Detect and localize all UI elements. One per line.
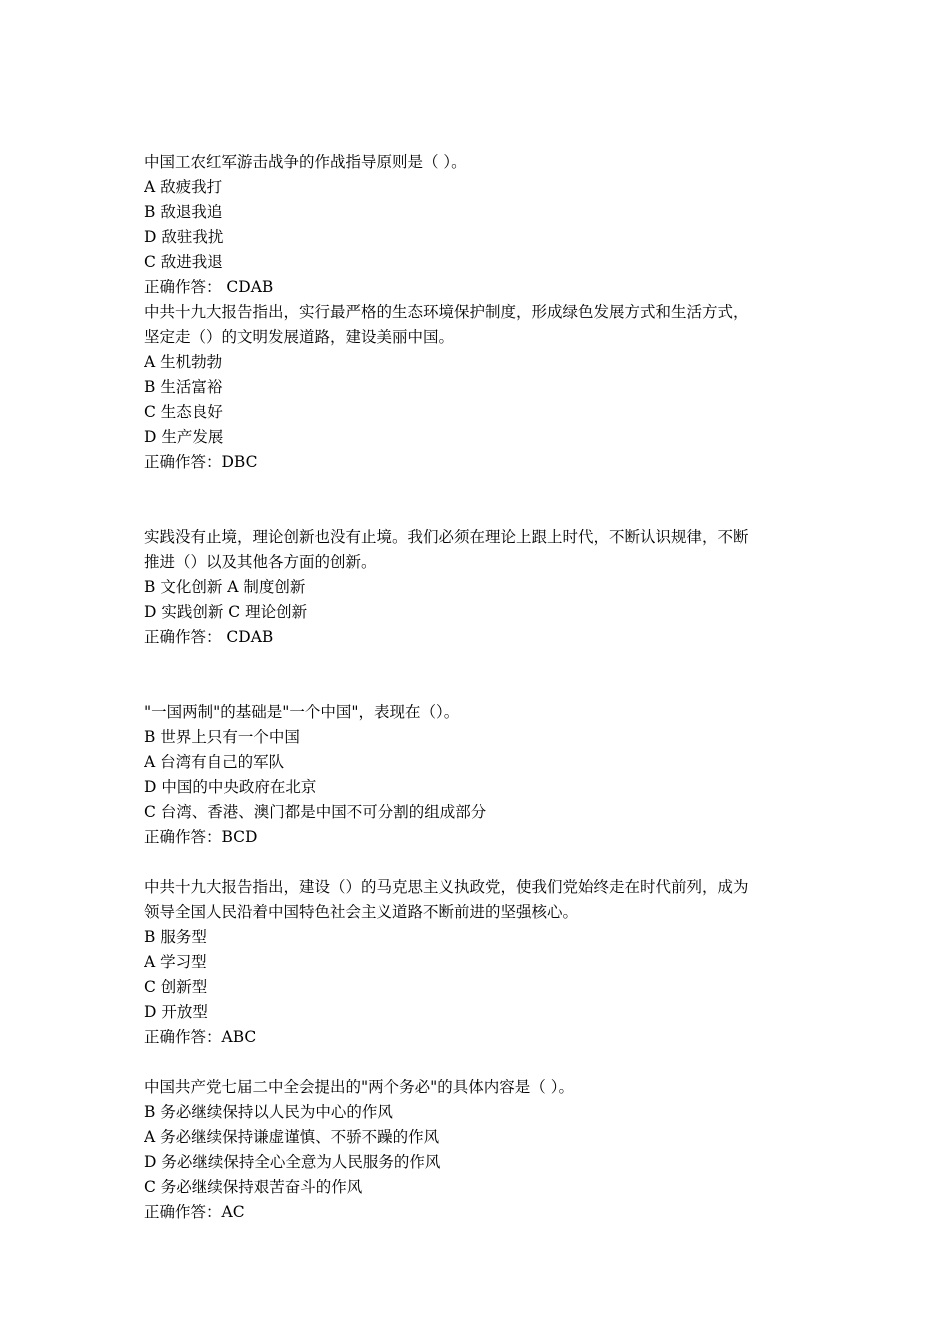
- question-1-option-3: D 敌驻我扰: [144, 228, 224, 246]
- question-3-stem-line-1: 实践没有止境，理论创新也没有止境。我们必须在理论上跟上时代，不断认识规律，不断: [144, 528, 749, 546]
- spacer: [144, 1050, 814, 1075]
- question-6-stem-line-1: 中国共产党七届二中全会提出的"两个务必"的具体内容是（ ）。: [144, 1078, 574, 1096]
- question-5-stem-line-2: 领导全国人民沿着中国特色社会主义道路不断前进的坚强核心。: [144, 903, 579, 921]
- question-2-stem-line-2: 坚定走（）的文明发展道路，建设美丽中国。: [144, 328, 455, 346]
- question-1-option-4: C 敌进我退: [144, 253, 223, 271]
- question-2-answer: 正确作答：DBC: [144, 453, 258, 471]
- question-4-answer: 正确作答：BCD: [144, 828, 258, 846]
- question-5-stem-line-1: 中共十九大报告指出，建设（）的马克思主义执政党，使我们党始终走在时代前列，成为: [144, 878, 749, 896]
- question-6: [144, 1075, 814, 1225]
- spacer: [144, 650, 814, 700]
- question-2-option-3: C 生态良好: [144, 403, 223, 421]
- question-1-answer: 正确作答： CDAB: [144, 278, 274, 296]
- question-4-option-3: D 中国的中央政府在北京: [144, 778, 317, 796]
- question-2: [144, 300, 814, 475]
- question-5: [144, 875, 814, 1050]
- question-2-option-2: B 生活富裕: [144, 378, 223, 396]
- question-3-option-1: B 文化创新 A 制度创新: [144, 578, 306, 596]
- question-2-stem-line-1: 中共十九大报告指出，实行最严格的生态环境保护制度，形成绿色发展方式和生活方式，: [144, 303, 749, 321]
- spacer: [144, 475, 814, 525]
- question-4: [144, 700, 814, 850]
- question-2-option-4: D 生产发展: [144, 428, 224, 446]
- question-3-answer: 正确作答： CDAB: [144, 628, 274, 646]
- question-2-option-1: A 生机勃勃: [144, 353, 223, 371]
- question-5-option-1: B 服务型: [144, 928, 207, 946]
- question-6-option-1: B 务必继续保持以人民为中心的作风: [144, 1103, 393, 1121]
- question-3-option-2: D 实践创新 C 理论创新: [144, 603, 308, 621]
- question-3-stem-line-2: 推进（）以及其他各方面的创新。: [144, 553, 377, 571]
- question-4-option-2: A 台湾有自己的军队: [144, 753, 285, 771]
- spacer: [144, 850, 814, 875]
- question-4-option-1: B 世界上只有一个中国: [144, 728, 300, 746]
- document-content: [144, 150, 814, 1225]
- question-4-stem-line-1: "一国两制"的基础是"一个中国"，表现在（）。: [144, 703, 460, 721]
- question-5-answer: 正确作答：ABC: [144, 1028, 257, 1046]
- question-1-option-2: B 敌退我追: [144, 203, 223, 221]
- question-5-option-3: C 创新型: [144, 978, 208, 996]
- question-1-stem-line-1: 中国工农红军游击战争的作战指导原则是（ ）。: [144, 153, 467, 171]
- question-5-option-4: D 开放型: [144, 1003, 208, 1021]
- question-3: [144, 525, 814, 650]
- question-5-option-2: A 学习型: [144, 953, 207, 971]
- question-6-option-2: A 务必继续保持谦虚谨慎、不骄不躁的作风: [144, 1128, 440, 1146]
- question-4-option-4: C 台湾、香港、澳门都是中国不可分割的组成部分: [144, 803, 487, 821]
- question-6-option-4: C 务必继续保持艰苦奋斗的作风: [144, 1178, 363, 1196]
- question-1: [144, 150, 814, 300]
- question-6-answer: 正确作答：AC: [144, 1203, 245, 1221]
- question-6-option-3: D 务必继续保持全心全意为人民服务的作风: [144, 1153, 441, 1171]
- question-1-option-1: A 敌疲我打: [144, 178, 223, 196]
